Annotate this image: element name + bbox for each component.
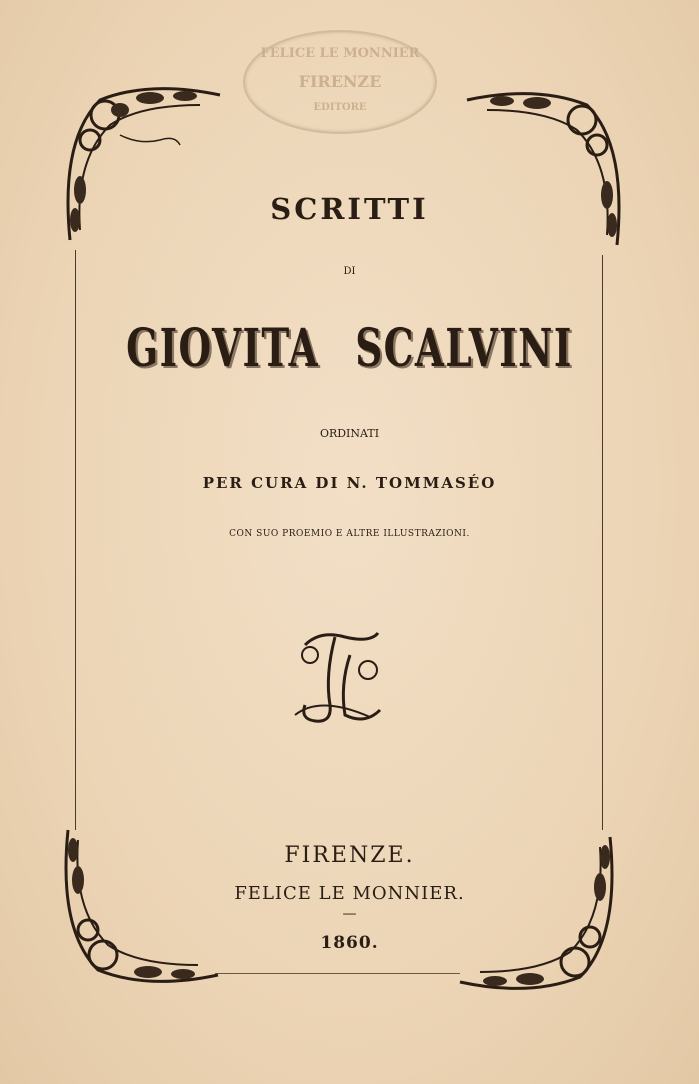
frame-left-line	[75, 250, 76, 830]
title-scritti: SCRITTI	[270, 192, 429, 226]
publisher-stamp	[243, 30, 437, 134]
title-di: DI	[343, 266, 356, 277]
imprint-dash: —	[342, 906, 357, 922]
editor-credit: PER CURA DI N. TOMMASÉO	[202, 474, 497, 492]
author-name: GIOVITA SCALVINI	[126, 318, 573, 379]
frame-bottom-line	[215, 973, 460, 974]
frame-right-line	[602, 255, 603, 830]
subtitle: CON SUO PROEMIO E ALTRE ILLUSTRAZIONI.	[229, 529, 470, 539]
title-ordinati: ORDINATI	[319, 427, 380, 440]
stamp-line-1: FELICE LE MONNIER	[260, 46, 420, 61]
stamp-line-2: FIRENZE	[298, 72, 382, 91]
stamp-line-3: EDITORE	[313, 102, 367, 113]
publisher-monogram	[290, 625, 385, 730]
imprint-city: FIRENZE.	[284, 843, 415, 868]
imprint-year: 1860.	[320, 933, 379, 953]
imprint-publisher: FELICE LE MONNIER.	[234, 883, 465, 904]
